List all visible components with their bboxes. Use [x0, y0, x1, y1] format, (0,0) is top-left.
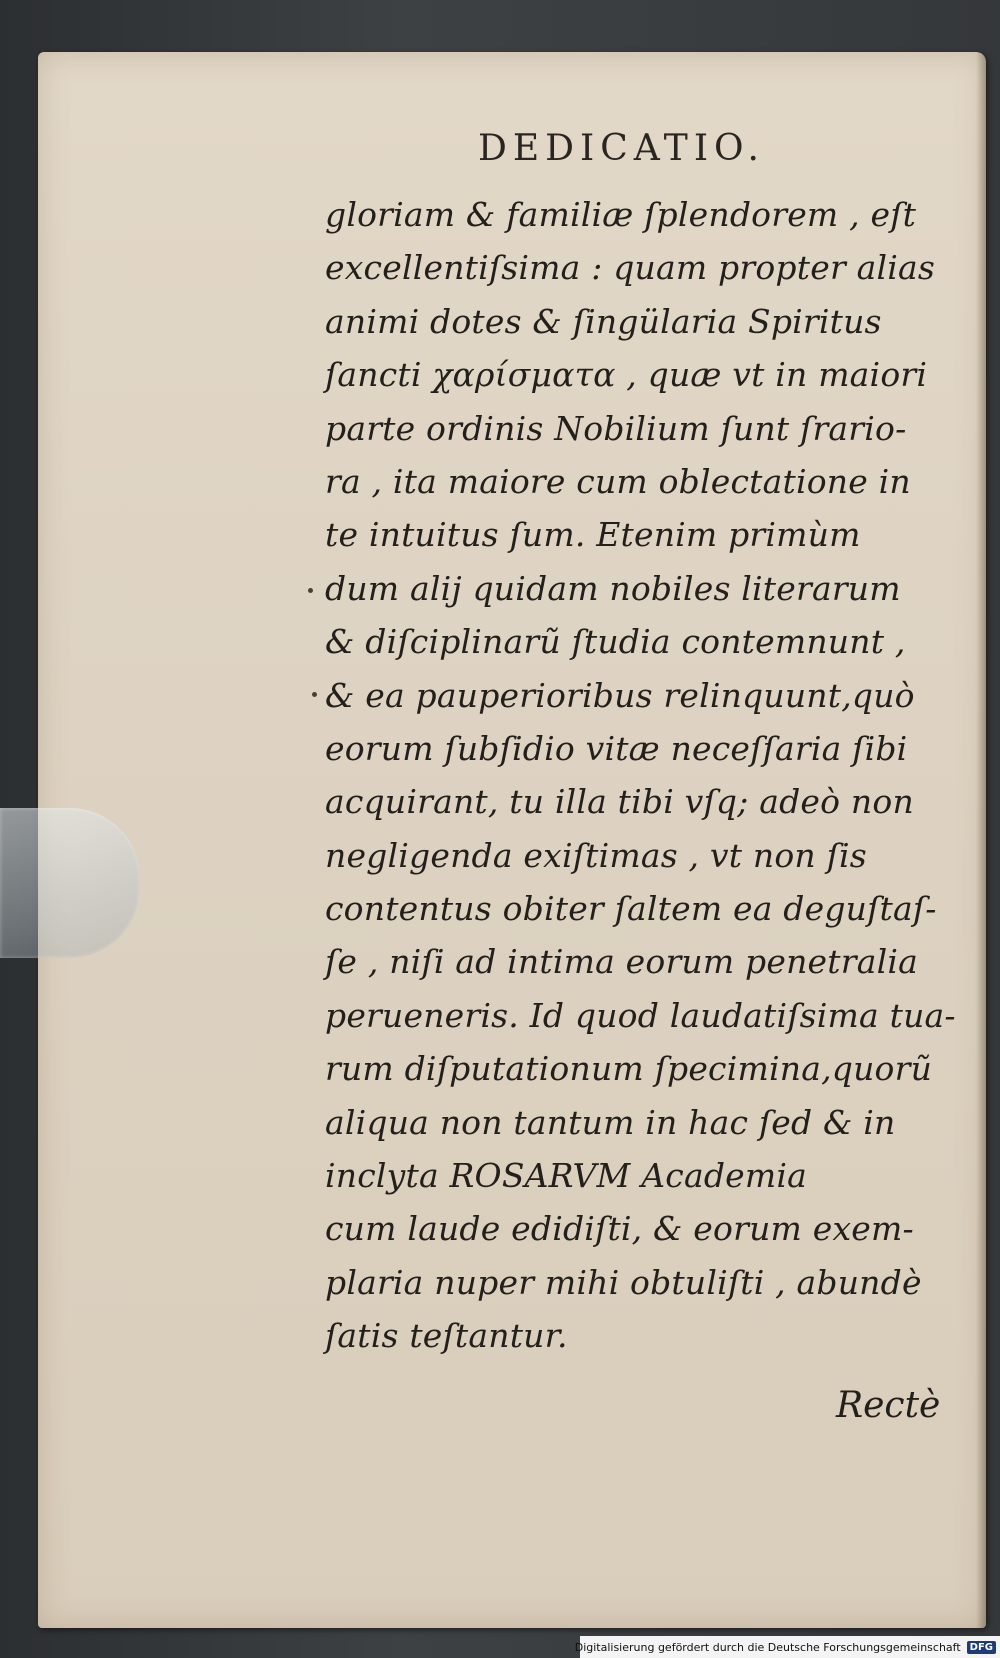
- text-block: [325, 188, 965, 1363]
- text-line: te intuitus ſum. Etenim primùm: [325, 515, 861, 555]
- text-line: excellentiſsima : quam propter alias: [325, 248, 935, 288]
- text-line: animi dotes & ſingülaria Spiritus: [325, 301, 882, 341]
- dfg-logo: DFG: [967, 1641, 996, 1654]
- running-head: DEDICATIO.: [478, 128, 765, 169]
- text-line: dum alij quidam nobiles literarum: [325, 568, 901, 608]
- text-line: eorum ſubſidio vitæ neceſſaria ſibi: [325, 728, 908, 768]
- text-line: contentus obiter ſaltem ea deguſtaſ-: [325, 889, 937, 929]
- text-line: acquirant, tu illa tibi vſq; adeò non: [325, 782, 914, 822]
- ink-speck: [308, 588, 313, 593]
- text-line: & diſciplinarũ ſtudia contemnunt ,: [325, 622, 906, 662]
- digitization-footer: [574, 1636, 1000, 1658]
- text-line: aliqua non tantum in hac ſed & in: [325, 1102, 896, 1142]
- page-holder-clip: [0, 808, 140, 958]
- text-line: cum laude edidiſti, & eorum exem-: [325, 1209, 914, 1249]
- text-line: ſatis teſtantur.: [325, 1316, 568, 1356]
- text-line: ra , ita maiore cum oblectatione in: [325, 461, 911, 501]
- ink-speck: [312, 692, 317, 697]
- page-edge: [976, 52, 986, 1628]
- text-line: ſancti χαρίσματα , quæ vt in maiori: [325, 355, 928, 395]
- text-line: inclyta ROSARVM Academia: [325, 1156, 807, 1196]
- footer-credit: Digitalisierung gefördert durch die Deutsche Forschungsgemeinschaft: [574, 1640, 961, 1654]
- text-line: plaria nuper mihi obtuliſti , abundè: [325, 1262, 922, 1302]
- text-line: ſe , niſi ad intima eorum penetralia: [325, 942, 918, 982]
- catchword: Rectè: [836, 1385, 941, 1426]
- text-line: negligenda exiſtimas , vt non ſis: [325, 835, 867, 875]
- text-line: & ea pauperioribus relinquunt,quò: [325, 675, 915, 715]
- text-line: rum diſputationum ſpecimina,quorũ: [325, 1049, 933, 1089]
- text-line: perueneris. Id quod laudatiſsima tua-: [325, 995, 956, 1035]
- text-line: gloriam & familiæ ſplendorem , eſt: [325, 195, 917, 234]
- text-line: parte ordinis Nobilium ſunt ſrario-: [325, 408, 907, 448]
